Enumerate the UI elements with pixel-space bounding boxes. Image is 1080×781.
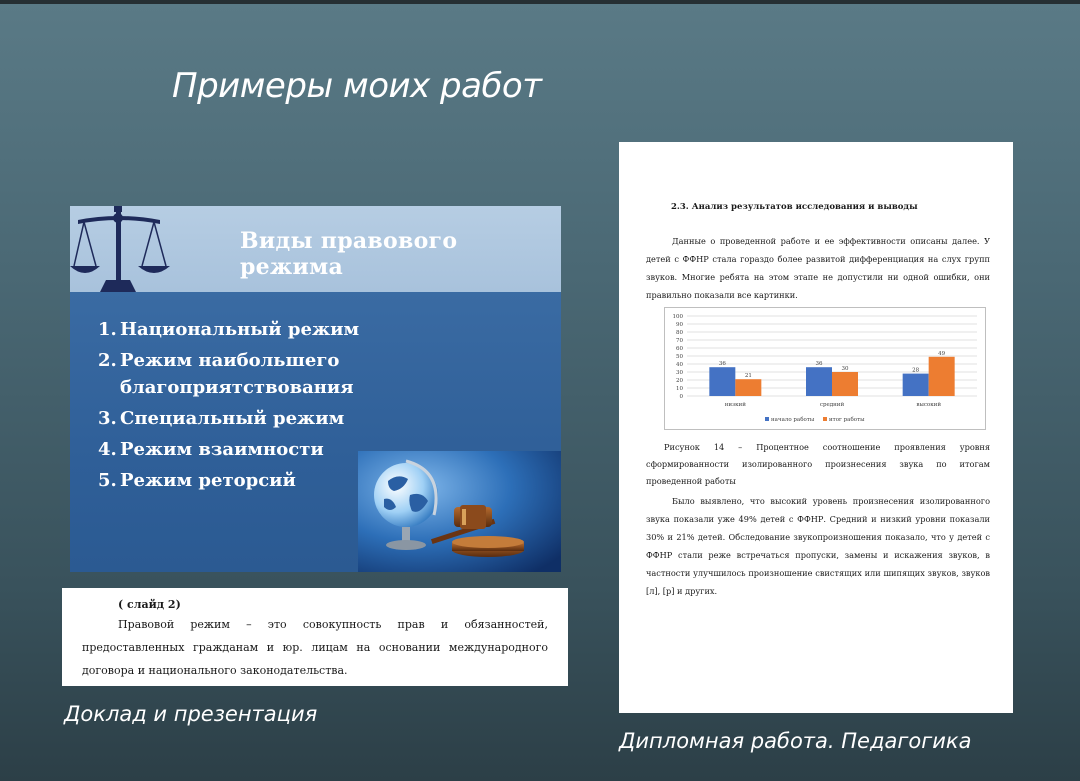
note-text: Правовой режим – это совокупность прав и обязанностей, предоставленных гражданам и юр. лицам на основании международного договора и национального законодательства. bbox=[82, 618, 548, 677]
y-tick-label: 80 bbox=[676, 330, 683, 336]
legend-label: начало работы bbox=[771, 417, 815, 423]
doc-heading: 2.3. Анализ результатов исследования и выводы bbox=[671, 202, 918, 212]
thesis-page bbox=[619, 142, 1013, 713]
y-tick-label: 40 bbox=[676, 362, 683, 368]
x-tick-label: высокий bbox=[916, 402, 941, 408]
list-item: 4. Режим взаимности bbox=[98, 439, 324, 460]
speech-note bbox=[62, 588, 568, 686]
globe-and-gavel-image bbox=[358, 451, 561, 572]
legend-swatch bbox=[765, 417, 769, 421]
presentation-slide bbox=[70, 206, 561, 572]
bar-end-0 bbox=[735, 379, 761, 396]
slide-list bbox=[98, 316, 359, 498]
x-tick-label: низкий bbox=[724, 402, 746, 408]
slide-title: Виды правового режима bbox=[240, 228, 458, 280]
y-tick-label: 30 bbox=[676, 370, 683, 376]
bar-start-2 bbox=[903, 374, 929, 396]
bar-chart bbox=[664, 307, 986, 430]
note-title: ( слайд 2) bbox=[118, 598, 181, 611]
bar-end-1 bbox=[832, 372, 858, 396]
page-heading: Примеры моих работ bbox=[172, 66, 542, 106]
y-tick-label: 70 bbox=[676, 338, 683, 344]
doc-paragraph-1: Данные о проведенной работе и ее эффективности описаны далее. У детей с ФФНР стала гораздо более развитой дифференциация на слух групп звуков. Многие ребята на этом этапе не допустили ни одной ошибки, они правильно показали все картинки. bbox=[646, 236, 990, 300]
y-tick-label: 10 bbox=[676, 386, 683, 392]
caption-left: Доклад и презентация bbox=[64, 702, 318, 726]
y-tick-label: 60 bbox=[676, 346, 683, 352]
bar-end-2 bbox=[929, 357, 955, 396]
top-border bbox=[0, 0, 1080, 4]
data-label: 49 bbox=[938, 350, 946, 357]
scales-of-justice-icon bbox=[70, 206, 180, 298]
list-item: 1. Национальный режим bbox=[98, 319, 360, 340]
chart-svg bbox=[665, 308, 987, 431]
data-label: 28 bbox=[912, 367, 920, 374]
bar-start-1 bbox=[806, 367, 832, 396]
list-item: 3. Специальный режим bbox=[98, 408, 345, 429]
y-tick-label: 100 bbox=[672, 314, 683, 320]
data-label: 36 bbox=[718, 361, 726, 368]
figure-caption: Рисунок 14 – Процентное соотношение проявления уровня сформированности изолированного произнесения звука по итогам проведенной работы bbox=[646, 442, 990, 486]
y-tick-label: 0 bbox=[679, 394, 683, 400]
list-item: 2. Режим наибольшего благоприятствования bbox=[98, 350, 354, 398]
data-label: 21 bbox=[744, 373, 752, 380]
data-label: 36 bbox=[815, 361, 823, 368]
bar-start-0 bbox=[709, 367, 735, 396]
y-tick-label: 90 bbox=[676, 322, 683, 328]
data-label: 30 bbox=[841, 366, 849, 372]
legend-label: итог работы bbox=[829, 417, 865, 423]
y-tick-label: 20 bbox=[676, 378, 683, 384]
list-item: 5. Режим реторсий bbox=[98, 470, 296, 491]
y-tick-label: 50 bbox=[676, 354, 683, 360]
x-tick-label: средний bbox=[819, 402, 845, 408]
doc-paragraph-2: Было выявлено, что высокий уровень произнесения изолированного звука показали уже 49% детей с ФФНР. Средний и низкий уровни показали 30% и 21% детей. Обследование звукопроизношения показало, что у детей с ФФНР стали реже встречаться пропуски, замены и искажения звуков, в частности улучшилось произношение свистящих или шипящих звуков, звуков [л], [р] и других. bbox=[646, 496, 990, 596]
caption-right: Дипломная работа. Педагогика bbox=[619, 729, 972, 753]
legend-swatch bbox=[823, 417, 827, 421]
